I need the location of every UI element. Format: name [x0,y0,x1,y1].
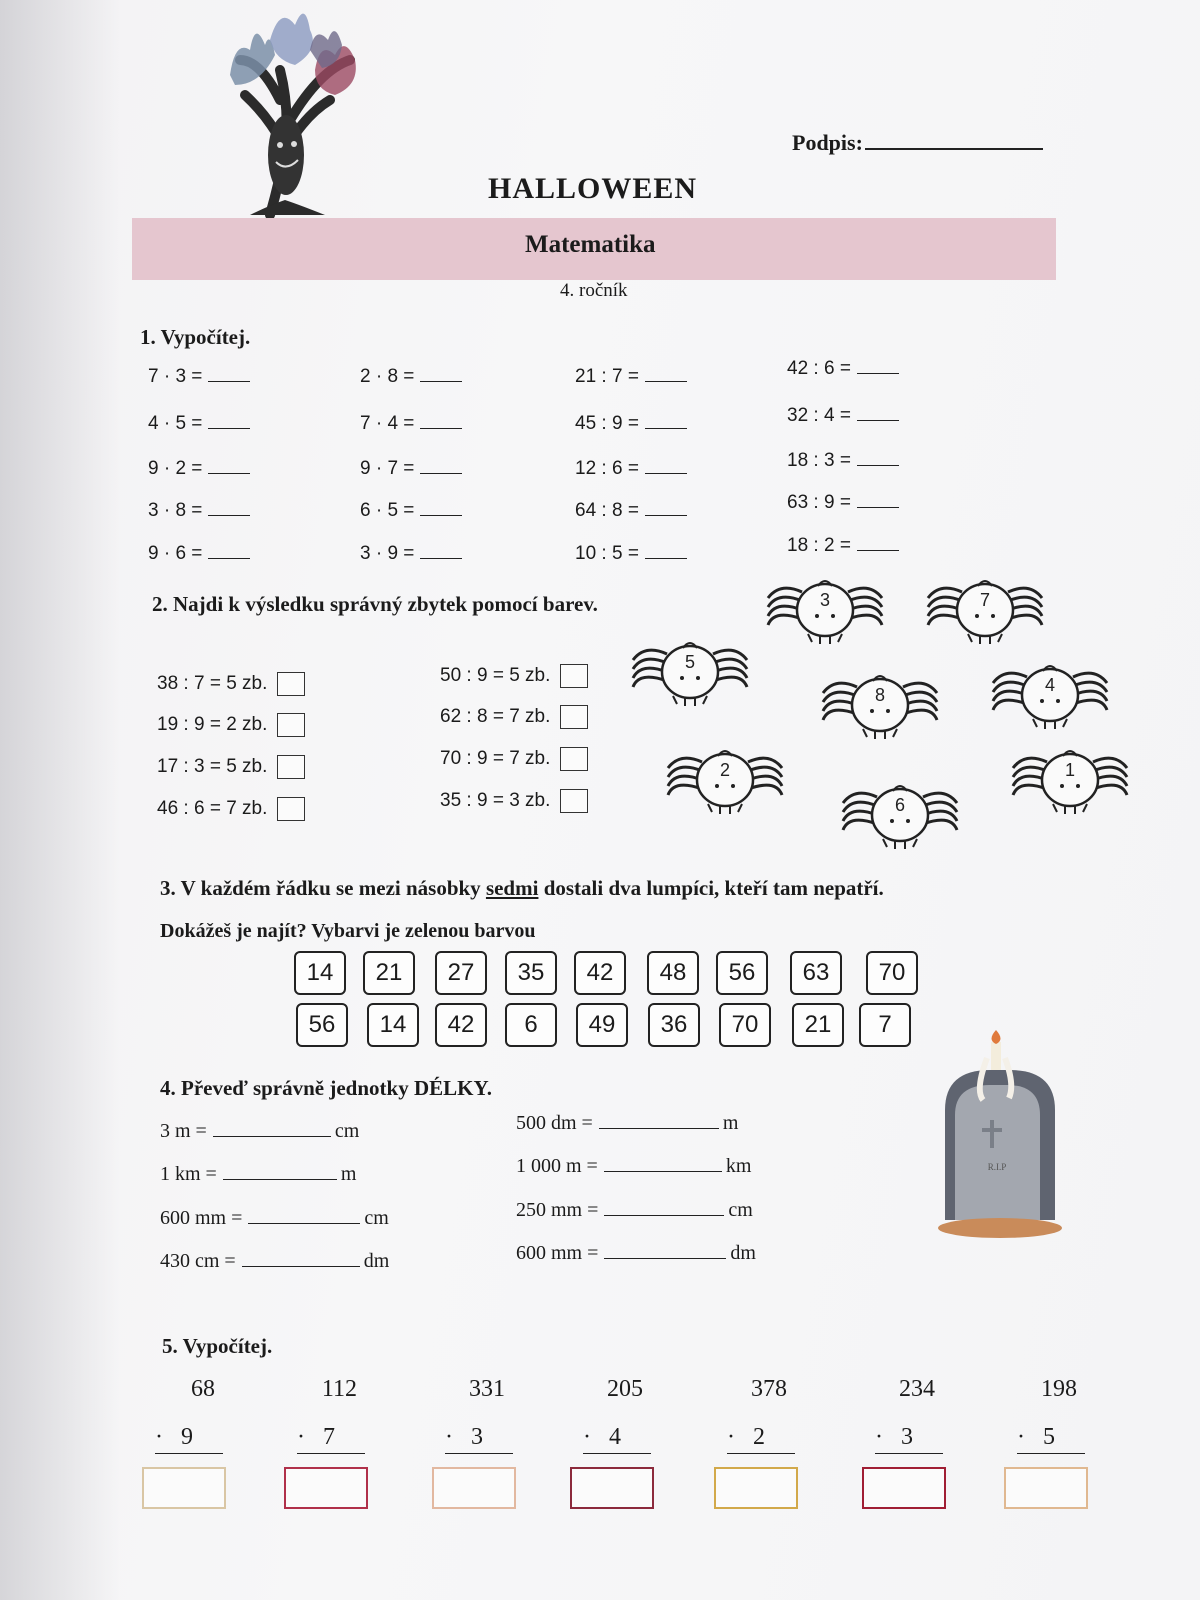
sum-line [155,1453,223,1454]
spider-icon[interactable] [835,775,965,855]
number-box[interactable]: 27 [435,951,487,995]
task1-item [148,458,250,480]
multiplier-row [1017,1424,1055,1451]
answer-blank[interactable] [420,414,462,429]
conversion-item [160,1163,356,1186]
answer-blank[interactable] [857,451,899,466]
number-box[interactable]: 21 [792,1003,844,1047]
number-box[interactable]: 14 [294,951,346,995]
task1-expression: 45 : 9 = [575,413,639,434]
task3-heading [160,876,884,901]
task2-expression: 19 : 9 = 2 zb. [157,714,268,736]
gravestone-illustration [935,1030,1065,1250]
spider-icon[interactable] [985,655,1115,735]
spider-number: 4 [1044,675,1056,695]
task1-item [148,366,250,388]
task1-expression: 64 : 8 = [575,500,639,521]
spider-number: 1 [1064,760,1076,780]
answer-box[interactable] [432,1467,516,1509]
task2-item [440,705,588,729]
task1-expression: 3 · 9 = [360,543,415,564]
answer-line[interactable] [223,1165,337,1180]
spider-icon[interactable] [760,570,890,650]
number-box[interactable]: 36 [648,1003,700,1047]
task1-expression: 12 : 6 = [575,458,639,479]
task2-item [440,747,588,771]
multiplicand: 112 [321,1376,357,1402]
task1-item [360,543,462,565]
task1-item [148,543,250,565]
page-shadow [0,0,120,1600]
task1-item [360,500,462,522]
gravestone-text: R.I.P [987,1162,1007,1172]
conversion-unit: m [722,1112,739,1134]
multiplier: 3 [901,1424,913,1450]
spider-icon[interactable] [1005,740,1135,820]
sum-line [583,1453,651,1454]
conversion-item [516,1199,753,1222]
task2-expression: 46 : 6 = 7 zb. [157,798,268,820]
multiply-sign: · [1017,1424,1025,1450]
multiplier: 7 [323,1424,335,1450]
number-box[interactable]: 63 [790,951,842,995]
conversion-question: 430 cm = [160,1250,236,1272]
answer-box[interactable] [714,1467,798,1509]
task1-heading: 1. Vypočítej. [140,325,251,349]
multiply-sign: · [155,1424,163,1450]
sum-line [1017,1453,1085,1454]
answer-blank[interactable] [645,414,687,429]
task1-expression: 7 · 4 = [360,413,415,434]
multiply-sign: · [875,1424,883,1450]
answer-blank[interactable] [208,459,250,474]
task1-expression: 18 : 2 = [787,535,851,556]
multiplier-row [875,1424,913,1451]
number-box[interactable]: 49 [576,1003,628,1047]
spider-icon[interactable] [815,665,945,745]
task1-item [148,500,250,522]
sum-line [727,1453,795,1454]
spider-icon[interactable] [920,570,1050,650]
conversion-unit: dm [363,1250,390,1272]
number-box[interactable]: 70 [866,951,918,995]
number-box[interactable]: 14 [367,1003,419,1047]
conversion-item [516,1242,756,1265]
multiplier: 9 [181,1424,193,1450]
color-box[interactable] [560,664,588,688]
conversion-unit: cm [334,1120,360,1142]
multiplicand: 68 [191,1376,215,1402]
conversion-unit: dm [730,1242,756,1264]
task2-expression: 17 : 3 = 5 zb. [157,756,268,778]
spider-number: 8 [874,685,886,705]
task1-item [360,413,462,435]
task1-item [360,458,462,480]
conversion-item [160,1250,389,1273]
color-box[interactable] [560,789,588,813]
task1-expression: 7 · 3 = [148,366,203,387]
number-box[interactable]: 42 [574,951,626,995]
number-box[interactable]: 7 [859,1003,911,1047]
answer-blank[interactable] [857,536,899,551]
answer-blank[interactable] [857,493,899,508]
task1-expression: 9 · 2 = [148,458,203,479]
color-box[interactable] [560,705,588,729]
task2-expression: 38 : 7 = 5 zb. [157,673,268,695]
task2-expression: 70 : 9 = 7 zb. [440,748,551,770]
task1-item [575,500,687,522]
answer-blank[interactable] [645,544,687,559]
spider-number: 6 [894,795,906,815]
task2-item [157,797,305,821]
answer-box[interactable] [142,1467,226,1509]
number-box[interactable]: 35 [505,951,557,995]
multiply-sign: · [727,1424,735,1450]
conversion-item [516,1155,751,1178]
task1-item [360,366,462,388]
task2-item [157,672,305,696]
task3-heading-post: dostali dva lumpíci, kteří tam nepatří. [538,876,884,900]
multiply-sign: · [445,1424,453,1450]
spider-number: 5 [684,652,696,672]
conversion-unit: cm [728,1199,753,1221]
number-box[interactable]: 48 [647,951,699,995]
answer-blank[interactable] [420,367,462,382]
task1-item [787,535,899,557]
task3-heading-pre: 3. V každém řádku se mezi násobky [160,876,486,900]
conversion-item [516,1112,738,1135]
conversion-question: 250 mm = [516,1199,599,1221]
multiply-sign: · [583,1424,591,1450]
conversion-item [160,1120,359,1143]
answer-line[interactable] [213,1122,331,1137]
task1-expression: 32 : 4 = [787,405,851,426]
task3-heading-underlined: sedmi [485,876,539,900]
answer-blank[interactable] [420,544,462,559]
multiplier-row [155,1424,193,1451]
conversion-question: 1 000 m = [516,1155,598,1177]
answer-line[interactable] [604,1201,724,1216]
task1-item [787,492,899,514]
conversion-question: 3 m = [160,1120,207,1142]
task1-expression: 21 : 7 = [575,366,639,387]
conversion-unit: cm [364,1207,389,1229]
multiplier: 3 [471,1424,483,1450]
signature-line[interactable] [865,130,1043,150]
conversion-unit: km [725,1155,752,1177]
answer-box[interactable] [862,1467,946,1509]
subject-title: Matematika [525,231,656,258]
color-box[interactable] [560,747,588,771]
answer-line[interactable] [248,1209,360,1224]
task1-item [148,413,250,435]
task5-heading: 5. Vypočítej. [162,1334,273,1358]
answer-line[interactable] [604,1157,722,1172]
answer-blank[interactable] [208,367,250,382]
answer-box[interactable] [570,1467,654,1509]
multiplier-row [727,1424,765,1451]
color-box[interactable] [277,713,305,737]
color-box[interactable] [277,755,305,779]
multiplier-row [583,1424,621,1451]
sum-line [875,1453,943,1454]
answer-blank[interactable] [208,414,250,429]
task1-item [575,413,687,435]
spider-icon[interactable] [625,632,755,712]
signature-label: Podpis: [792,130,863,155]
task1-item [787,358,899,380]
answer-line[interactable] [242,1252,360,1267]
task1-item [787,450,899,472]
number-box[interactable]: 70 [719,1003,771,1047]
answer-box[interactable] [1004,1467,1088,1509]
sum-line [445,1453,513,1454]
number-box[interactable]: 21 [363,951,415,995]
multiplier-row [297,1424,335,1451]
multiplicand: 378 [751,1376,787,1402]
answer-line[interactable] [604,1244,726,1259]
conversion-question: 600 mm = [160,1207,243,1229]
number-box[interactable]: 6 [505,1003,557,1047]
multiplicand: 234 [899,1376,935,1402]
task2-expression: 62 : 8 = 7 zb. [440,706,551,728]
answer-blank[interactable] [420,459,462,474]
task1-expression: 18 : 3 = [787,450,851,471]
task3-subheading: Dokážeš je najít? Vybarvi je zelenou barvou [160,920,536,942]
multiplicand: 198 [1041,1376,1077,1402]
conversion-unit: m [340,1163,357,1185]
signature-field [792,130,1043,156]
task1-expression: 63 : 9 = [787,492,851,513]
spider-icon[interactable] [660,740,790,820]
answer-blank[interactable] [420,501,462,516]
number-box[interactable]: 42 [435,1003,487,1047]
spider-number: 7 [979,590,991,610]
task1-item [575,543,687,565]
task2-expression: 50 : 9 = 5 zb. [440,665,551,687]
task2-item [440,664,588,688]
task2-item [157,755,305,779]
page-title: HALLOWEEN [488,172,698,205]
answer-box[interactable] [284,1467,368,1509]
task2-item [440,789,588,813]
multiplier-row [445,1424,483,1451]
halloween-tree-illustration [210,0,390,220]
answer-blank[interactable] [857,359,899,374]
answer-line[interactable] [599,1114,719,1129]
multiplier: 4 [609,1424,621,1450]
sum-line [297,1453,365,1454]
task2-expression: 35 : 9 = 3 zb. [440,790,551,812]
task1-expression: 2 · 8 = [360,366,415,387]
task1-item [787,405,899,427]
number-box[interactable]: 56 [716,951,768,995]
answer-blank[interactable] [208,544,250,559]
task2-heading: 2. Najdi k výsledku správný zbytek pomocí barev. [152,592,598,616]
multiplicand: 331 [469,1376,505,1402]
conversion-question: 500 dm = [516,1112,593,1134]
multiply-sign: · [297,1424,305,1450]
color-box[interactable] [277,672,305,696]
multiplier: 2 [753,1424,765,1450]
task1-expression: 9 · 7 = [360,458,415,479]
task1-expression: 3 · 8 = [148,500,203,521]
task1-item [575,366,687,388]
answer-blank[interactable] [645,367,687,382]
task1-expression: 10 : 5 = [575,543,639,564]
spider-number: 3 [819,590,831,610]
task1-expression: 6 · 5 = [360,500,415,521]
task1-item [575,458,687,480]
task1-expression: 4 · 5 = [148,413,203,434]
task1-expression: 9 · 6 = [148,543,203,564]
answer-blank[interactable] [645,501,687,516]
number-box[interactable]: 56 [296,1003,348,1047]
answer-blank[interactable] [857,406,899,421]
task2-item [157,713,305,737]
conversion-question: 1 km = [160,1163,217,1185]
conversion-item [160,1207,389,1230]
multiplicand: 205 [607,1376,643,1402]
conversion-question: 600 mm = [516,1242,599,1264]
grade-label: 4. ročník [560,280,628,301]
answer-blank[interactable] [208,501,250,516]
answer-blank[interactable] [645,459,687,474]
multiplier: 5 [1043,1424,1055,1450]
spider-number: 2 [719,760,731,780]
task4-heading: 4. Převeď správně jednotky DÉLKY. [160,1076,492,1100]
color-box[interactable] [277,797,305,821]
task1-expression: 42 : 6 = [787,358,851,379]
